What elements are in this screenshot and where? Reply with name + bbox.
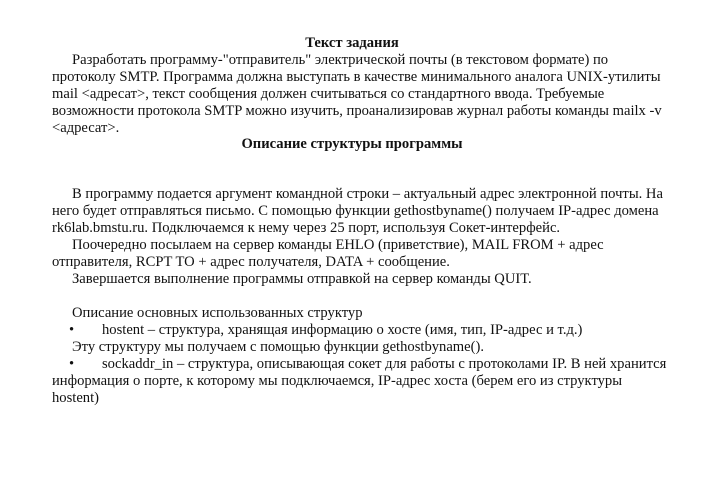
bullet-1-note: Эту структуру мы получаем с помощью функции gethostbyname(). [72, 339, 485, 355]
task-line-5: <адресат>. [52, 120, 120, 136]
para2-line-1: Поочередно посылаем на сервер команды EHLO (приветствие), MAIL FROM + адрес [72, 237, 604, 253]
task-line-2: протоколу SMTP. Программа должна выступать в качестве минимального аналога UNIX-утилиты [52, 69, 661, 85]
task-line-4: возможности протокола SMTP можно изучить, проанализировав журнал работы команды mailx -v [52, 103, 662, 119]
bullet-2-text-line-2: информация о порте, к которому мы подключаемся, IP-адрес хоста (берем его из структуры [52, 373, 623, 389]
bullet-2-text-line-3: hostent) [52, 390, 100, 406]
bullet-2-text-line-1: sockaddr_in – структура, описывающая сокет для работы с протоколами IP. В ней хранится [102, 356, 667, 372]
para2-line-2: отправителя, RCPT TO + адрес получателя, DATA + сообщение. [52, 254, 450, 270]
structure-heading: Описание структуры программы [241, 136, 463, 152]
structs-heading: Описание основных использованных структур [72, 305, 363, 321]
para1-line-3: rk6lab.bmstu.ru. Подключаемся к нему через 25 порт, используя Сокет-интерфейс. [52, 220, 561, 236]
para1-line-1: В программу подается аргумент командной строки – актуальный адрес электронной почты. На [72, 186, 663, 202]
para3-line: Завершается выполнение программы отправкой на сервер команды QUIT. [72, 271, 532, 287]
bullet-2-dot: • [69, 356, 75, 372]
task-title: Текст задания [305, 35, 399, 51]
task-line-3: mail <адресат>, текст сообщения должен считываться со стандартного ввода. Требуемые [52, 86, 605, 102]
para1-line-2: него будет отправляться письмо. С помощью функции gethostbyname() получаем IP-адрес домена [52, 203, 659, 219]
bullet-1-dot: • [69, 322, 75, 338]
bullet-1-text: hostent – структура, хранящая информацию о хосте (имя, тип, IP-адрес и т.д.) [102, 322, 583, 338]
task-line-1: Разработать программу-"отправитель" электрической почты (в текстовом формате) по [72, 52, 609, 68]
